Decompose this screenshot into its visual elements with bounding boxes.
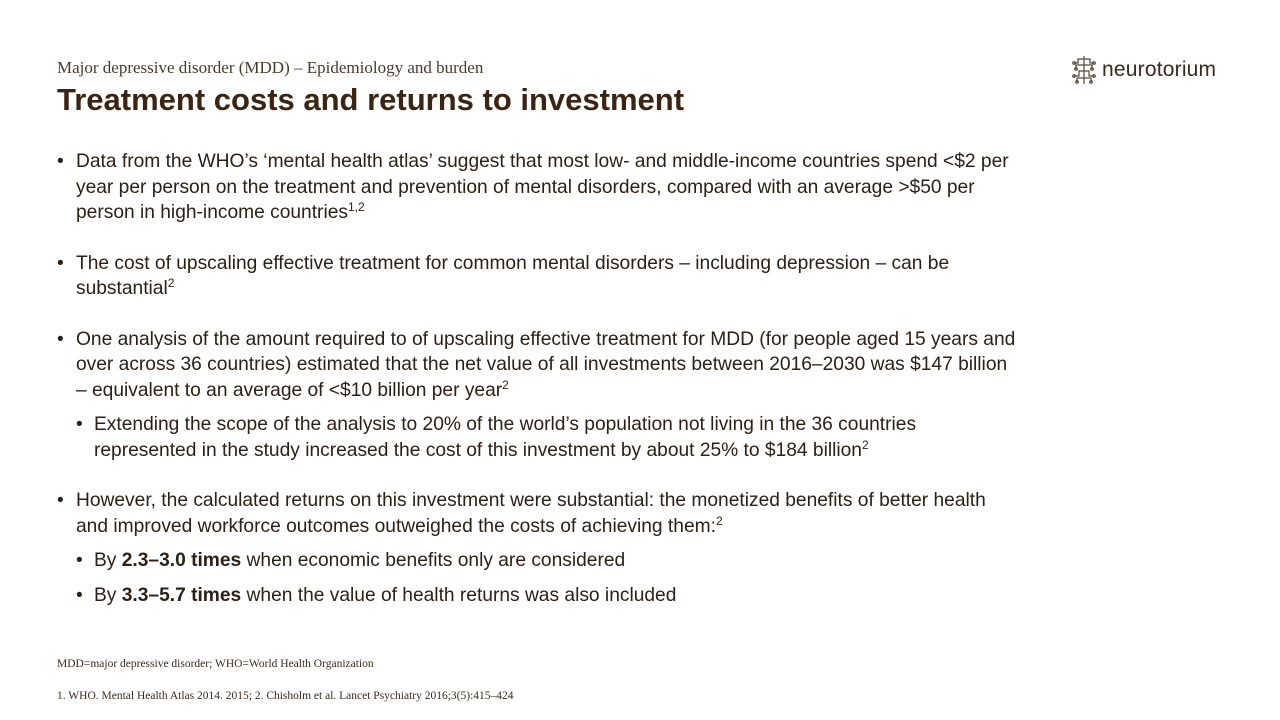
bullet-text: Extending the scope of the analysis to 20% of the world’s population not living in the 36 countries represented in the study increased the cost of this investment by about 25% to $184 billion bbox=[94, 414, 917, 461]
reference-marker: 2 bbox=[167, 276, 175, 290]
sub-bullet-item bbox=[57, 412, 1017, 463]
bullet-dot: • bbox=[57, 328, 64, 350]
bullet-item bbox=[57, 327, 1017, 404]
brain-circuit-icon bbox=[1071, 55, 1097, 85]
bullet-item bbox=[57, 488, 1017, 539]
bullet-text: The cost of upscaling effective treatment for common mental disorders – including depression – can be substantial bbox=[76, 252, 950, 299]
bullet-dot: • bbox=[57, 252, 64, 274]
bullet-text-prefix: By bbox=[94, 584, 122, 606]
bullet-text-prefix: By bbox=[94, 550, 122, 571]
bullet-dot: • bbox=[76, 584, 83, 606]
slide-title: Treatment costs and returns to investment bbox=[57, 82, 685, 117]
bullet-dot: • bbox=[76, 414, 83, 435]
bullet-text: Data from the WHO’s ‘mental health atlas’ suggest that most low- and middle-income countries spend <$2 per year per person on the treatment and prevention of mental disorders, compared with an average >$50 per person in high-income countries bbox=[76, 151, 1009, 223]
abbreviations-footnote: MDD=major depressive disorder; WHO=World Health Organization bbox=[57, 658, 374, 670]
bullet-text: However, the calculated returns on this investment were substantial: the monetized benefits of better health and improved workforce outcomes outweighed the costs of achieving them: bbox=[76, 490, 986, 537]
logo-text: neurotorium bbox=[1102, 58, 1217, 81]
references-footnote: 1. WHO. Mental Health Atlas 2014. 2015; 2. Chisholm et al. Lancet Psychiatry 2016;3(5):415–424 bbox=[57, 690, 514, 702]
bullet-emphasis: 3.3–5.7 times bbox=[121, 584, 242, 606]
sub-bullet-item bbox=[57, 583, 1017, 609]
reference-marker: 2 bbox=[861, 437, 869, 452]
bullet-text-suffix: when the value of health returns was also included bbox=[241, 584, 677, 606]
neurotorium-logo bbox=[1071, 54, 1216, 86]
bullet-dot: • bbox=[57, 490, 64, 511]
bullet-item bbox=[57, 149, 1017, 226]
bullet-text: One analysis of the amount required to of upscaling effective treatment for MDD (for people aged 15 years and over across 36 countries) estimated that the net value of all investments between 2016–2030 was $147 billion – equivalent to an average of <$10 billion per year bbox=[76, 328, 1016, 401]
bullet-dot: • bbox=[76, 550, 83, 571]
reference-marker: 2 bbox=[502, 377, 509, 392]
bullet-list bbox=[57, 149, 1017, 608]
bullet-emphasis: 2.3–3.0 times bbox=[121, 550, 242, 571]
reference-marker: 2 bbox=[715, 513, 723, 528]
reference-marker: 1,2 bbox=[347, 200, 365, 214]
bullet-dot: • bbox=[57, 151, 64, 172]
slide-subtitle: Major depressive disorder (MDD) – Epidemiology and burden bbox=[57, 58, 484, 77]
sub-bullet-item bbox=[57, 548, 1017, 574]
bullet-item bbox=[57, 251, 1017, 302]
bullet-text-suffix: when economic benefits only are considered bbox=[241, 550, 626, 571]
